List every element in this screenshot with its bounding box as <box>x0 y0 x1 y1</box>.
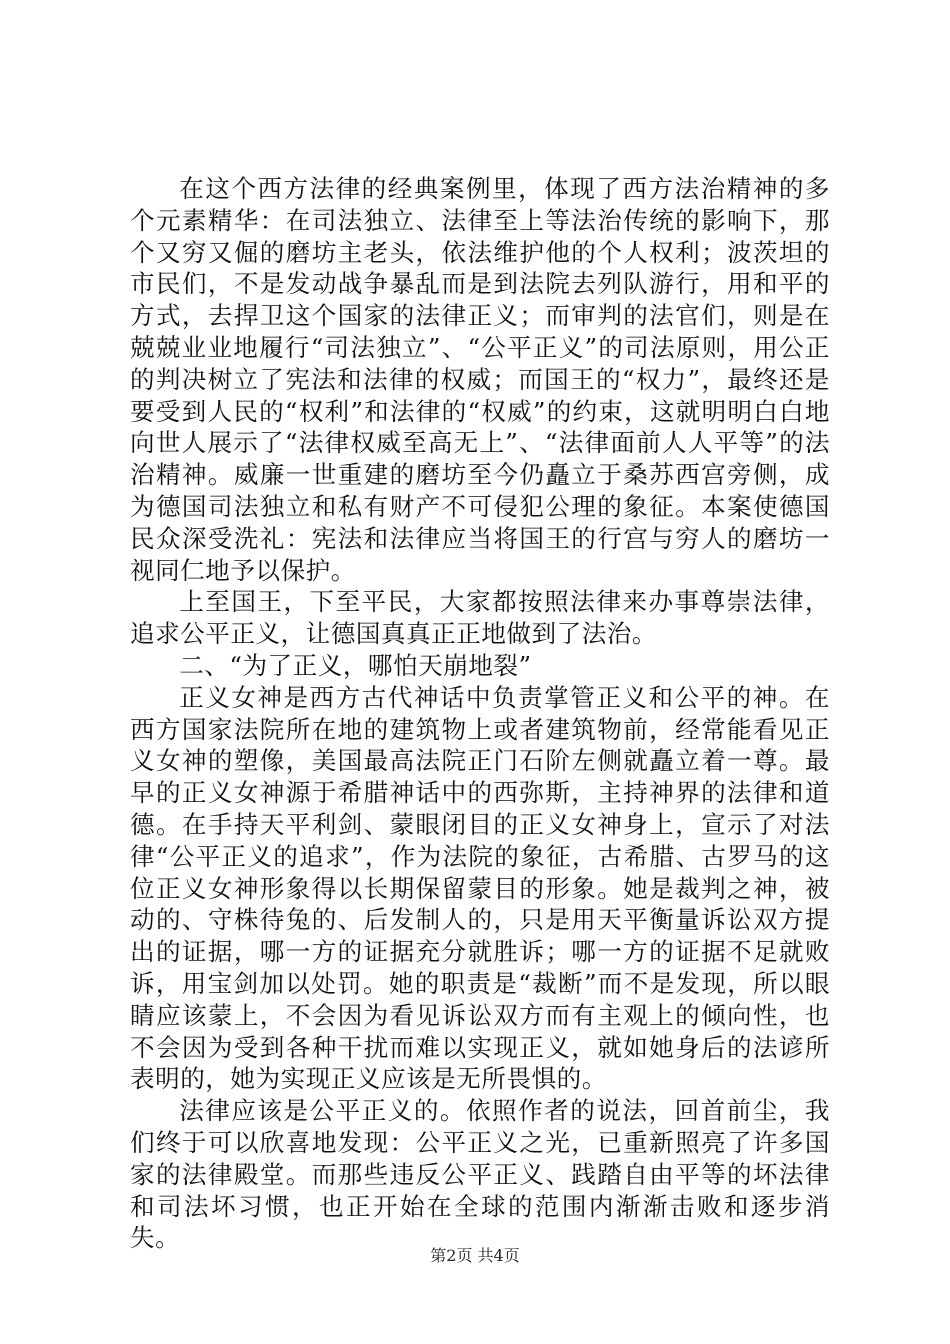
paragraph-case-analysis: 在这个西方法律的经典案例里，体现了西方法治精神的多个元素精华：在司法独立、法律至上等法治传统的影响下，那个又穷又倔的磨坊主老头，依法维护他的个人权利；波茨坦的市民们，不是发动战争暴乱而是到法院去列队游行，用和平的方式，去捍卫这个国家的法律正义；而审判的法官们，则是在兢兢业业地履行“司法独立”、“公平正义”的司法原则，用公正的判决树立了宪法和法律的权威；而国王的“权力”，最终还是要受到人民的“权利”和法律的“权威”的约束，这就明明白白地向世人展示了“法律权威至高无上”、“法律面前人人平等”的法治精神。威廉一世重建的磨坊至今仍矗立于桑苏西宫旁侧，成为德国司法独立和私有财产不可侵犯公理的象征。本案使德国民众深受洗礼：宪法和法律应当将国王的行宫与穷人的磨坊一视同仁地予以保护。 <box>130 174 830 585</box>
paragraph-rule-of-law: 上至国王，下至平民，大家都按照法律来办事尊崇法律，追求公平正义，让德国真真正正地做到了法治。 <box>130 587 830 649</box>
paragraph-goddess-of-justice: 正义女神是西方古代神话中负责掌管正义和公平的神。在西方国家法院所在地的建筑物上或者建筑物前，经常能看见正义女神的塑像，美国最高法院正门石阶左侧就矗立着一尊。最早的正义女神源于希腊神话中的西弥斯，主持神界的法律和道德。在手持天平利剑、蒙眼闭目的正义女神身上，宣示了对法律“公平正义的追求”，作为法院的象征，古希腊、古罗马的这位正义女神形象得以长期保留蒙目的形象。她是裁判之神，被动的、守株待兔的、后发制人的，只是用天平衡量诉讼双方提出的证据，哪一方的证据充分就胜诉；哪一方的证据不足就败诉，用宝剑加以处罚。她的职责是“裁断”而不是发现，所以眼睛应该蒙上，不会因为看见诉讼双方而有主观上的倾向性，也不会因为受到各种干扰而难以实现正义，就如她身后的法谚所表明的，她为实现正义应该是无所畏惧的。 <box>130 682 830 1094</box>
paragraph-conclusion: 法律应该是公平正义的。依照作者的说法，回首前尘，我们终于可以欣喜地发现：公平正义之光，已重新照亮了许多国家的法律殿堂。而那些违反公平正义、践踏自由平等的坏法律和司法坏习惯，也正开始在全球的范围内渐渐击败和逐步消失。 <box>130 1096 830 1253</box>
section-heading: 二、“为了正义，哪怕天崩地裂” <box>179 650 532 680</box>
page-number-footer: 第2页 共4页 <box>430 1246 520 1265</box>
document-body <box>130 173 830 1254</box>
